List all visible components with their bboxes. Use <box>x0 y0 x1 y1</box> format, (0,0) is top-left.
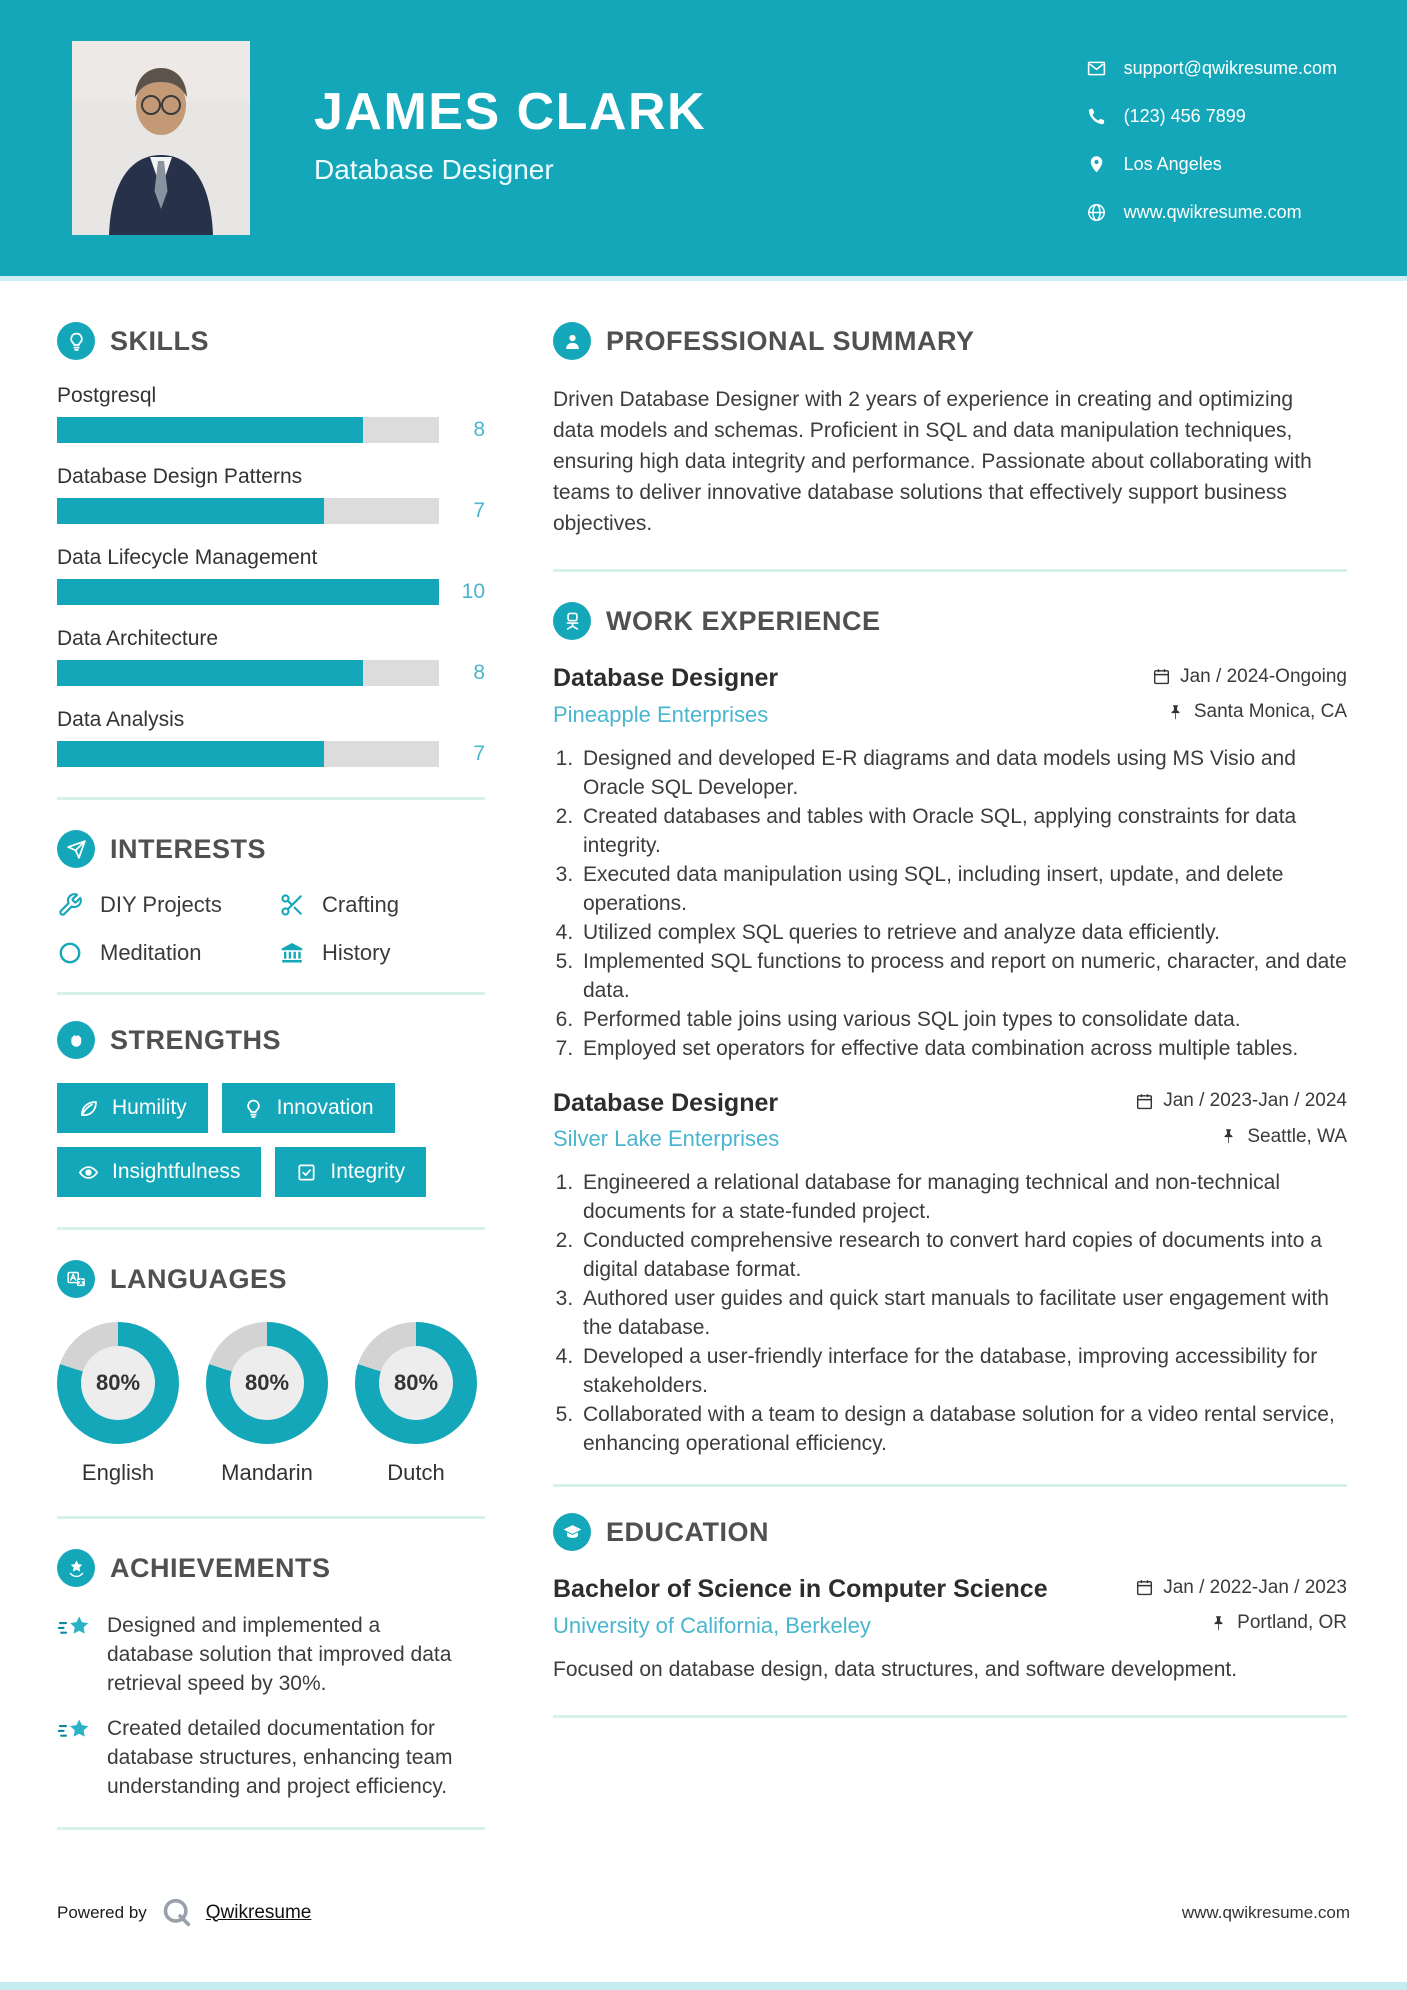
strengths-section <box>57 1021 485 1197</box>
contact-location-text: Los Angeles <box>1123 153 1222 174</box>
strength-label: Integrity <box>330 1160 406 1183</box>
language-label: Mandarin <box>221 1460 313 1485</box>
skill-item <box>57 384 485 443</box>
achievements-heading: ACHIEVEMENTS <box>110 1552 331 1583</box>
lightbulb-icon <box>243 1098 264 1119</box>
right-column <box>553 322 1347 1856</box>
divider <box>553 569 1347 572</box>
check-square-icon <box>296 1162 317 1183</box>
job-location <box>1166 701 1347 723</box>
school-name: University of California, Berkeley <box>553 1612 871 1638</box>
job-location <box>1219 1126 1347 1148</box>
interests-section <box>57 830 485 966</box>
divider <box>57 797 485 800</box>
circle-icon <box>57 940 83 966</box>
fist-icon <box>57 1021 95 1059</box>
shooting-star-icon <box>57 1717 93 1746</box>
interests-heading: INTERESTS <box>110 833 267 864</box>
skill-bar <box>57 741 439 767</box>
skill-bar <box>57 579 439 605</box>
strength-chip <box>275 1147 426 1197</box>
footer-website: www.qwikresume.com <box>1181 1902 1350 1922</box>
language-percent: 80% <box>379 1346 453 1420</box>
person-title: Database Designer <box>314 154 554 185</box>
interest-label: Crafting <box>322 892 400 917</box>
job-dates <box>1135 1090 1347 1112</box>
skill-bar <box>57 498 439 524</box>
experience-heading: WORK EXPERIENCE <box>606 605 881 636</box>
job-dates-text: Jan / 2023-Jan / 2024 <box>1163 1090 1347 1111</box>
job-title: Database Designer <box>553 664 779 692</box>
achievement-item <box>57 1714 485 1801</box>
skill-value: 8 <box>473 661 485 684</box>
job-bullet: 5. Collaborated with a team to design a database solution for a video rental service, enhancing operational efficiency. <box>579 1400 1347 1458</box>
contact-block <box>1086 54 1337 223</box>
interest-item <box>279 892 485 918</box>
language-percent: 80% <box>81 1346 155 1420</box>
skill-bar-fill <box>57 741 324 767</box>
pushpin-icon <box>1166 703 1185 722</box>
interest-item <box>57 940 279 966</box>
skill-bar-fill <box>57 579 439 605</box>
strength-chip <box>57 1147 261 1197</box>
job-bullet: 3. Authored user guides and quick start manuals to facilitate user engagement with the database. <box>579 1284 1347 1342</box>
powered-by <box>57 1896 311 1929</box>
achievements-section <box>57 1549 485 1801</box>
job-company: Silver Lake Enterprises <box>553 1126 780 1151</box>
pushpin-icon <box>1209 1614 1228 1633</box>
divider <box>57 1827 485 1830</box>
strength-label: Insightfulness <box>112 1160 241 1183</box>
graduation-cap-icon <box>553 1513 591 1551</box>
skill-item <box>57 708 485 767</box>
job-bullet: 1. Engineered a relational database for managing technical and non-technical documents for a state-funded project. <box>579 1168 1347 1226</box>
strength-chip <box>222 1083 395 1133</box>
content <box>0 281 1407 1856</box>
job-location-text: Seattle, WA <box>1247 1125 1347 1147</box>
skill-bar <box>57 660 439 686</box>
language-donut <box>206 1322 328 1444</box>
education-dates <box>1135 1577 1347 1599</box>
profile-photo <box>72 41 250 235</box>
education-section <box>553 1513 1347 1685</box>
language-donut <box>355 1322 477 1444</box>
scissors-icon <box>279 892 305 918</box>
job-dates <box>1152 666 1347 688</box>
footer <box>57 1896 1350 1929</box>
job-bullets <box>553 1168 1347 1458</box>
divider <box>57 1227 485 1230</box>
achievement-item <box>57 1611 485 1698</box>
language-donut <box>57 1322 179 1444</box>
contact-website-text: www.qwikresume.com <box>1123 201 1302 222</box>
education-location-text: Portland, OR <box>1237 1612 1347 1633</box>
interest-label: Meditation <box>100 940 202 965</box>
person-name: JAMES CLARK <box>314 83 707 141</box>
language-item <box>57 1322 179 1486</box>
contact-email[interactable] <box>1086 58 1337 79</box>
job-bullet: 7. Employed set operators for effective data combination across multiple tables. <box>579 1034 1347 1063</box>
office-chair-icon <box>553 602 591 640</box>
shooting-star-icon <box>57 1614 93 1643</box>
skill-bar-fill <box>57 660 363 686</box>
skill-label: Database Design Patterns <box>57 465 303 488</box>
job-title: Database Designer <box>553 1088 779 1117</box>
language-label: Dutch <box>387 1460 445 1485</box>
language-item <box>206 1322 328 1486</box>
skill-item <box>57 627 485 686</box>
divider <box>553 1715 1347 1718</box>
contact-website[interactable] <box>1086 202 1337 223</box>
job-dates-text: Jan / 2024-Ongoing <box>1180 665 1347 687</box>
eye-icon <box>78 1162 99 1183</box>
email-icon <box>1086 58 1107 79</box>
skill-value: 10 <box>461 580 485 603</box>
qwikresume-link[interactable]: Qwikresume <box>205 1901 312 1923</box>
experience-job <box>553 664 1347 1063</box>
powered-by-label: Powered by <box>57 1902 147 1922</box>
strength-chip <box>57 1083 208 1133</box>
experience-section <box>553 602 1347 1458</box>
skill-value: 7 <box>473 742 485 765</box>
job-company: Pineapple Enterprises <box>553 701 769 727</box>
calendar-icon <box>1152 667 1171 686</box>
strength-label: Innovation <box>276 1096 374 1119</box>
interest-item <box>57 892 279 918</box>
language-percent: 80% <box>230 1346 304 1420</box>
contact-email-text: support@qwikresume.com <box>1123 57 1337 78</box>
job-bullet: 4. Utilized complex SQL queries to retrieve and analyze data efficiently. <box>579 918 1347 947</box>
paper-plane-icon <box>57 830 95 868</box>
language-item <box>355 1322 477 1486</box>
skill-label: Data Architecture <box>57 627 219 650</box>
location-icon <box>1086 154 1107 175</box>
job-bullet: 2. Created databases and tables with Oracle SQL, applying constraints for data integrity. <box>579 802 1347 860</box>
experience-job <box>553 1089 1347 1459</box>
job-bullet: 5. Implemented SQL functions to process and report on numeric, character, and date data. <box>579 947 1347 1005</box>
divider <box>57 1516 485 1519</box>
leaf-icon <box>78 1098 99 1119</box>
identity-block <box>314 82 706 186</box>
skill-value: 8 <box>473 418 485 441</box>
strength-label: Humility <box>112 1096 187 1119</box>
translate-icon <box>57 1260 95 1298</box>
summary-text: Driven Database Designer with 2 years of experience in creating and optimizing data models and schemas. Proficient in SQL and data manipulation techniques, ensuring high data integrity and performance. Passionate about collaborating with teams to deliver innovative database solutions that effectively support business objectives. <box>553 388 1312 535</box>
education-location <box>1209 1612 1347 1634</box>
job-location-text: Santa Monica, CA <box>1193 701 1347 722</box>
job-bullet: 3. Executed data manipulation using SQL, including insert, update, and delete operations. <box>579 860 1347 918</box>
divider <box>57 992 485 995</box>
contact-phone <box>1086 106 1337 127</box>
summary-section <box>553 322 1347 539</box>
calendar-icon <box>1135 1092 1154 1111</box>
language-label: English <box>81 1460 155 1485</box>
contact-location <box>1086 154 1337 175</box>
left-column <box>57 322 485 1856</box>
skill-label: Data Analysis <box>57 708 185 731</box>
skills-heading: SKILLS <box>110 325 210 356</box>
skills-section <box>57 322 485 767</box>
skill-value: 7 <box>473 499 485 522</box>
languages-heading: LANGUAGES <box>110 1263 288 1294</box>
skill-item <box>57 465 485 524</box>
job-bullet: 1. Designed and developed E-R diagrams and data models using MS Visio and Oracle SQL Developer. <box>579 744 1347 802</box>
wrench-icon <box>57 892 83 918</box>
skill-item <box>57 546 485 605</box>
pushpin-icon <box>1219 1127 1238 1146</box>
strengths-heading: STRENGTHS <box>110 1024 282 1055</box>
summary-heading: PROFESSIONAL SUMMARY <box>606 325 975 356</box>
education-dates-text: Jan / 2022-Jan / 2023 <box>1163 1576 1347 1598</box>
interest-label: History <box>322 940 391 965</box>
header <box>0 0 1407 276</box>
skill-label: Data Lifecycle Management <box>57 546 318 569</box>
skill-bar-fill <box>57 498 324 524</box>
skill-label: Postgresql <box>57 384 157 407</box>
job-bullet: 6. Performed table joins using various SQL join types to consolidate data. <box>579 1005 1347 1034</box>
lightbulb-icon <box>57 322 95 360</box>
interest-label: DIY Projects <box>100 892 222 917</box>
job-bullet: 4. Developed a user-friendly interface for the database, improving accessibility for stakeholders. <box>579 1342 1347 1400</box>
globe-icon <box>1086 202 1107 223</box>
education-description: Focused on database design, data structures, and software development. <box>553 1657 1238 1681</box>
skill-bar <box>57 417 439 443</box>
degree-title: Bachelor of Science in Computer Science <box>553 1575 1048 1603</box>
qwikresume-logo-icon <box>160 1896 193 1929</box>
skill-bar-fill <box>57 417 363 443</box>
museum-icon <box>279 940 305 966</box>
divider <box>553 1484 1347 1487</box>
achievement-text: Created detailed documentation for database structures, enhancing team understanding and project efficiency. <box>107 1717 453 1798</box>
star-badge-icon <box>57 1549 95 1587</box>
phone-icon <box>1086 106 1107 127</box>
interest-item <box>279 940 485 966</box>
job-bullet: 2. Conducted comprehensive research to convert hard copies of documents into a digital database format. <box>579 1226 1347 1284</box>
achievement-text: Designed and implemented a database solution that improved data retrieval speed by 30%. <box>107 1614 452 1695</box>
languages-section <box>57 1260 485 1486</box>
person-icon <box>553 322 591 360</box>
education-heading: EDUCATION <box>606 1516 769 1547</box>
job-bullets <box>553 744 1347 1063</box>
bottom-accent-strip <box>0 1982 1407 1990</box>
calendar-icon <box>1135 1578 1154 1597</box>
contact-phone-text: (123) 456 7899 <box>1123 105 1246 126</box>
